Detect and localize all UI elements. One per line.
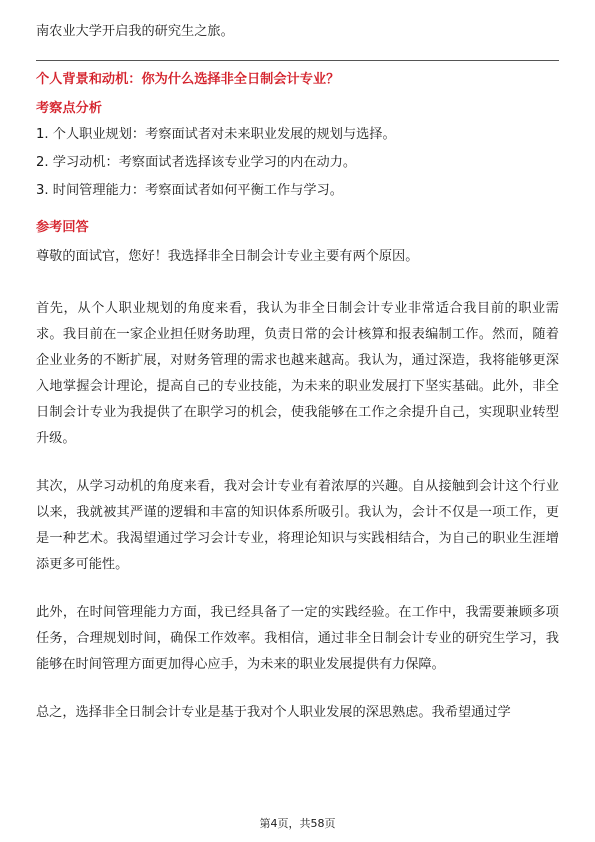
- answer-paragraph-conclusion: 总之，选择非全日制会计专业是基于我对个人职业发展的深思熟虑。我希望通过学: [36, 705, 511, 720]
- answer-body: [36, 244, 559, 748]
- intro-text: 南农业大学开启我的研究生之旅。: [36, 24, 234, 39]
- section-divider: [36, 60, 559, 61]
- list-item: 1. 个人职业规划：考察面试者对未来职业发展的规划与选择。: [36, 127, 396, 142]
- answer-paragraph-career: 首先，从个人职业规划的角度来看，我认为非全日制会计专业非常适合我目前的职业需求。我目前在一家企业担任财务助理，负责日常的会计核算和报表编制工作。然而，随着企业业务的不断扩展，对财务管理的需求也越来越高。我认为，通过深造，我将能够更深入地掌握会计理论，提高自己的专业技能，为未来的职业发展打下坚实基础。此外，非全日制会计专业为我提供了在职学习的机会，使我能够在工作之余提升自己，实现职业转型升级。: [36, 301, 559, 446]
- answer-greeting: 尊敬的面试官，您好！我选择非全日制会计专业主要有两个原因。: [36, 249, 419, 264]
- document-page: [36, 0, 559, 842]
- analysis-heading: 考察点分析: [36, 101, 102, 116]
- page-number: 第4页，共58页: [259, 817, 336, 830]
- answer-heading: 参考回答: [36, 220, 89, 235]
- list-item: 2. 学习动机：考察面试者选择该专业学习的内在动力。: [36, 155, 357, 170]
- list-item: 3. 时间管理能力：考察面试者如何平衡工作与学习。: [36, 183, 343, 198]
- answer-paragraph-time-management: 此外，在时间管理能力方面，我已经具备了一定的实践经验。在工作中，我需要兼顾多项任务，合理规划时间，确保工作效率。我相信，通过非全日制会计专业的研究生学习，我能够在时间管理方面更加得心应手，为未来的职业发展提供有力保障。: [36, 605, 559, 672]
- analysis-points-list: [36, 125, 396, 209]
- answer-paragraph-motivation: 其次，从学习动机的角度来看，我对会计专业有着浓厚的兴趣。自从接触到会计这个行业以来，我就被其严谨的逻辑和丰富的知识体系所吸引。我认为，会计不仅是一项工作，更是一种艺术。我渴望通过学习会计专业，将理论知识与实践相结合，为自己的职业生涯增添更多可能性。: [36, 479, 559, 572]
- question-heading: 个人背景和动机：你为什么选择非全日制会计专业？: [36, 72, 340, 87]
